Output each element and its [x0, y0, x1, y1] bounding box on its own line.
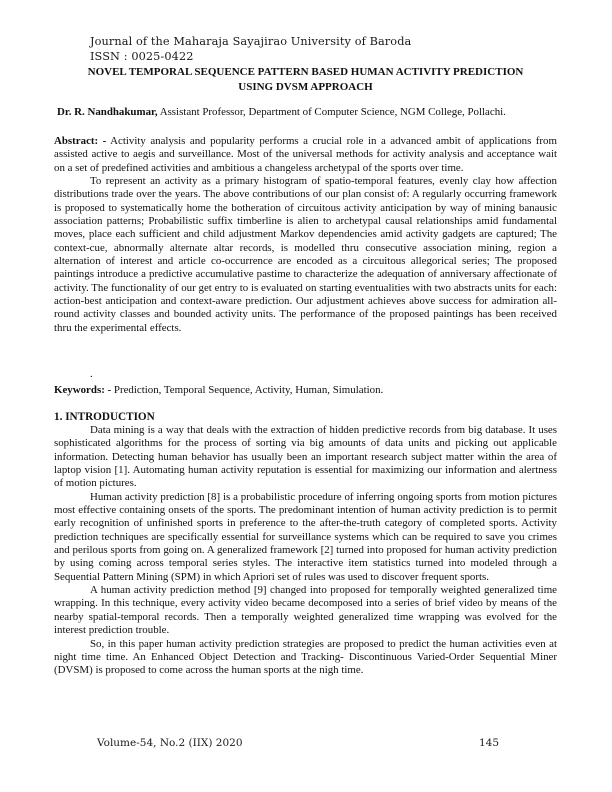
author-line	[57, 106, 560, 119]
keywords-label: Keywords: -	[54, 384, 112, 396]
paper-title-line-2: USING DVSM APPROACH	[238, 80, 373, 93]
journal-issn: ISSN : 0025-0422	[90, 50, 194, 63]
paper-title	[54, 65, 557, 94]
footer-volume: Volume-54, No.2 (IIX) 2020	[97, 737, 243, 749]
abstract-label: Abstract: -	[54, 135, 107, 147]
author-name: Dr. R. Nandhakumar,	[57, 106, 158, 118]
intro-paragraph-2: Human activity prediction [8] is a probabilistic procedure of inferring ongoing sports from motion pictures most effective containing onsets of the sports. The predominant intention of human activity prediction is to permit early recognition of unfinished sports in preference to the after-the-truth category of completed sports. Activity prediction techniques are specifically essential for surveillance systems which can be required to save you crimes and perilous sports from going on. A generalized framework [2] turned into proposed for human activity prediction by using coming across temporal series styles. The interactive item statistics turned into modeled through a Sequential Pattern Mining (SPM) in which Apriori set of rules was used to discover frequent sports.	[54, 490, 557, 583]
page-footer	[97, 737, 499, 750]
keywords-text: Prediction, Temporal Sequence, Activity, Human, Simulation.	[111, 384, 384, 396]
keywords-line	[54, 384, 383, 397]
journal-name: Journal of the Maharaja Sayajirao University of Baroda	[90, 35, 412, 48]
stray-dot: .	[90, 368, 93, 380]
abstract-text-1: Activity analysis and popularity performs a crucial role in a advanced ambit of applications from assisted active to aegis and surveillance. Most of the universal methods for activity analysis and acceptance wait on a set of predefined activities and ambitious a changeless archetypal of the sports over time.	[54, 135, 557, 174]
author-affiliation: Assistant Professor, Department of Computer Science, NGM College, Pollachi.	[157, 106, 506, 118]
paper-title-line-1: NOVEL TEMPORAL SEQUENCE PATTERN BASED HUMAN ACTIVITY PREDICTION	[87, 66, 524, 78]
abstract-section	[54, 135, 557, 335]
intro-paragraph-1: Data mining is a way that deals with the extraction of hidden predictive records from big database. It uses sophisticated algorithms for the process of sorting via big amounts of data units and picking out applicable information. Detecting human behavior has usually been an important research subject matter within the area of laptop vision [1]. Automating human activity reputation is essential for maximizing our information and alertness of motion pictures.	[54, 424, 557, 490]
introduction-section	[54, 424, 557, 678]
intro-paragraph-3: A human activity prediction method [9] changed into proposed for temporally weighted generalized time wrapping. In this technique, every activity video became decomposed into a series of brief video by means of the nearby spatial-temporal records. Then a temporally weighted generalized time wrapping was evolved for the interest prediction trouble.	[54, 584, 557, 637]
journal-header	[90, 34, 411, 64]
section-heading-introduction: 1. INTRODUCTION	[54, 411, 155, 423]
abstract-paragraph-1	[54, 135, 557, 175]
intro-paragraph-4: So, in this paper human activity prediction strategies are proposed to predict the human activities even at night time time. An Enhanced Object Detection and Tracking- Discontinuous Varied-Order Sequential Miner (DVSM) is proposed to come across the human sports at the nigh time.	[54, 637, 557, 677]
page-number: 145	[478, 737, 499, 749]
abstract-paragraph-2: To represent an activity as a primary histogram of spatio-temporal features, evenly clay how affection distributions trade over the years. The above contributions of our plan consist of: A regularly occurring framework is proposed to systematically home the botheration of circuitous activity anticipation by way of mining banausic association patterns; Probabilistic suffix timberline is alien to archetypal causal relationships amid fundamental moves, place each sufficient and child adjustment Markov dependencies amid activity gadgets are captured; The context-cue, abnormally alternate altar records, is modelled thru consecutive association mining, region a alternation of interest and article co-occurrence are encoded as a circuitous allegorical series; The proposed paintings introduce a predictive accumulative pastime to characterize the adequation of anniversary affectionate of activity. The functionality of our get entry to is evaluated on starting eventualities with two abstracts units for each: action-best anticipation and context-aware prediction. Our adjustment achieves above success for admiration all-round activity classes and bounded activity units. The performance of the proposed paintings has been received thru the experimental effects.	[54, 175, 557, 334]
